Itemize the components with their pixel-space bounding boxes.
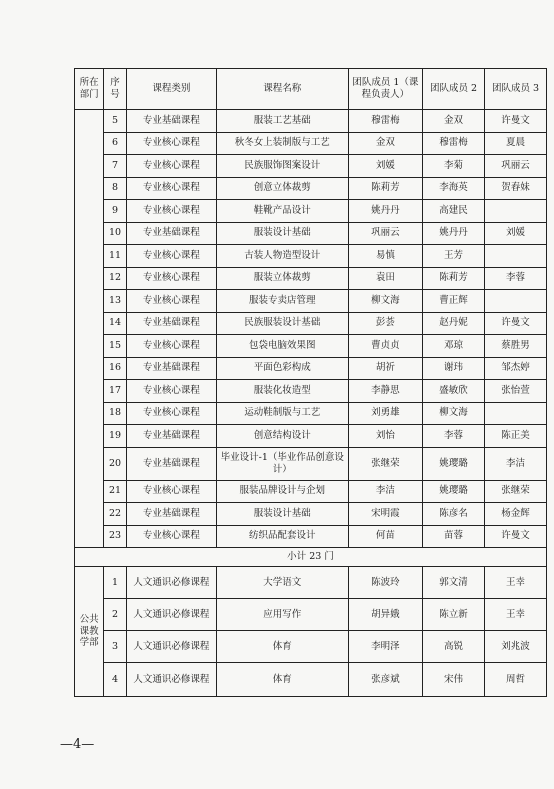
cell-member3: 许曼文 [485,525,547,548]
table-row [75,402,547,425]
table-row [75,503,547,526]
cell-member1: 陈莉芳 [348,177,422,200]
cell-category: 专业核心课程 [126,245,216,268]
cell-no: 2 [104,599,127,631]
cell-course: 民族服饰图案设计 [216,155,348,178]
header-no: 序号 [104,69,127,110]
cell-member1: 张继荣 [348,447,422,480]
cell-category: 专业核心课程 [126,200,216,223]
course-team-table [74,68,547,697]
cell-course: 包袋电脑效果图 [216,335,348,358]
cell-course: 民族服装设计基础 [216,312,348,335]
cell-no: 17 [104,380,127,403]
cell-category: 专业基础课程 [126,222,216,245]
cell-course: 服装专卖店管理 [216,290,348,313]
cell-member1: 姚丹丹 [348,200,422,223]
header-dept: 所在部门 [75,69,104,110]
cell-no: 12 [104,267,127,290]
table-row [75,567,547,599]
cell-category: 专业基础课程 [126,312,216,335]
cell-member1: 刘怡 [348,425,422,448]
cell-member1: 刘媛 [348,155,422,178]
cell-m2: 陈立新 [423,599,485,631]
cell-no: 1 [104,567,127,599]
table-row [75,599,547,631]
cell-no: 6 [104,132,127,155]
cell-category: 专业核心课程 [126,155,216,178]
cell-member2: 柳文海 [423,402,485,425]
cell-dept-general: 公共课教学部 [75,567,104,697]
cell-no: 10 [104,222,127,245]
cell-member2: 姚丹丹 [423,222,485,245]
cell-member1: 穆雷梅 [348,110,422,133]
cell-category: 专业核心课程 [126,290,216,313]
table-row [75,631,547,663]
cell-member3 [485,245,547,268]
cell-no: 9 [104,200,127,223]
table-row [75,290,547,313]
cell-member2: 盛敏欣 [423,380,485,403]
cell-course: 服装工艺基础 [216,110,348,133]
cell-m3: 刘兆波 [485,631,547,663]
cell-m2: 高锐 [423,631,485,663]
cell-course: 体育 [216,663,348,697]
cell-member3: 巩丽云 [485,155,547,178]
table-row [75,663,547,697]
cell-no: 22 [104,503,127,526]
cell-no: 21 [104,480,127,503]
cell-category: 专业核心课程 [126,525,216,548]
general-courses-body [75,567,547,697]
cell-member3: 杨金辉 [485,503,547,526]
cell-category: 人文通识必修课程 [126,599,216,631]
cell-member2: 姚璎璐 [423,447,485,480]
cell-member1: 巩丽云 [348,222,422,245]
cell-dept [75,110,104,548]
table-row [75,177,547,200]
cell-category: 专业核心课程 [126,402,216,425]
subtotal-label: 小计 [287,551,307,563]
cell-no: 3 [104,631,127,663]
cell-course: 应用写作 [216,599,348,631]
table-row [75,245,547,268]
cell-member2: 穆雷梅 [423,132,485,155]
table-row [75,380,547,403]
cell-category: 专业基础课程 [126,425,216,448]
table-row [75,480,547,503]
cell-member1: 刘勇雄 [348,402,422,425]
cell-member3: 张怡萱 [485,380,547,403]
header-member2: 团队成员 2 [423,69,485,110]
cell-course: 鞋靴产品设计 [216,200,348,223]
table-row [75,447,547,480]
cell-no: 5 [104,110,127,133]
cell-member2: 谢玮 [423,357,485,380]
cell-no: 4 [104,663,127,697]
cell-member2: 苗蓉 [423,525,485,548]
cell-member3: 李蓉 [485,267,547,290]
cell-member2: 王芳 [423,245,485,268]
cell-m2: 郭文清 [423,567,485,599]
cell-member1: 李洁 [348,480,422,503]
table-row [75,110,547,133]
cell-category: 专业基础课程 [126,357,216,380]
cell-category: 专业基础课程 [126,503,216,526]
cell-course: 创意结构设计 [216,425,348,448]
cell-member1: 曹贞贞 [348,335,422,358]
cell-member1: 李静思 [348,380,422,403]
table-row [75,132,547,155]
cell-course: 服装设计基础 [216,222,348,245]
cell-course: 服装化妆造型 [216,380,348,403]
cell-category: 人文通识必修课程 [126,567,216,599]
cell-course: 服装品牌设计与企划 [216,480,348,503]
cell-member1: 金双 [348,132,422,155]
table-row [75,267,547,290]
page-number: —4— [60,737,95,752]
cell-member1: 柳文海 [348,290,422,313]
header-course: 课程名称 [216,69,348,110]
table-row [75,335,547,358]
cell-member2: 金双 [423,110,485,133]
cell-course: 运动鞋制版与工艺 [216,402,348,425]
cell-member2: 李海英 [423,177,485,200]
cell-no: 15 [104,335,127,358]
cell-m1: 李明泽 [348,631,422,663]
cell-no: 23 [104,525,127,548]
cell-category: 专业基础课程 [126,447,216,480]
cell-m2: 宋伟 [423,663,485,697]
cell-member1: 彭荟 [348,312,422,335]
cell-no: 7 [104,155,127,178]
cell-m3: 王幸 [485,599,547,631]
cell-no: 16 [104,357,127,380]
cell-member3: 许曼文 [485,312,547,335]
cell-member3: 陈正美 [485,425,547,448]
header-member1: 团队成员 1（课程负责人） [348,69,422,110]
cell-course: 创意立体裁剪 [216,177,348,200]
cell-course: 毕业设计-1（毕业作品创意设计） [216,447,348,480]
cell-category: 专业核心课程 [126,335,216,358]
header-member3: 团队成员 3 [485,69,547,110]
cell-m1: 张彦斌 [348,663,422,697]
subtotal-row [75,548,547,567]
cell-member3: 张继荣 [485,480,547,503]
subtotal-cell [75,548,547,567]
cell-category: 人文通识必修课程 [126,663,216,697]
table-row [75,222,547,245]
table-row [75,155,547,178]
cell-no: 13 [104,290,127,313]
cell-m3: 周哲 [485,663,547,697]
cell-member2: 赵丹妮 [423,312,485,335]
cell-no: 8 [104,177,127,200]
table-row [75,200,547,223]
cell-member2: 李菊 [423,155,485,178]
cell-member3: 许曼文 [485,110,547,133]
cell-member2: 高建民 [423,200,485,223]
cell-member3: 夏晨 [485,132,547,155]
cell-m1: 胡异娥 [348,599,422,631]
cell-member2: 姚璎璐 [423,480,485,503]
cell-member3: 贺舂妹 [485,177,547,200]
cell-m3: 王幸 [485,567,547,599]
cell-no: 11 [104,245,127,268]
cell-course: 秋冬女上装制版与工艺 [216,132,348,155]
cell-category: 专业核心课程 [126,380,216,403]
cell-member2: 陈彦名 [423,503,485,526]
cell-member3 [485,290,547,313]
header-category: 课程类别 [126,69,216,110]
table-header-row [75,69,547,110]
cell-member3: 李洁 [485,447,547,480]
cell-member1: 袁田 [348,267,422,290]
cell-course: 古装人物造型设计 [216,245,348,268]
subtotal-count: 23 门 [309,551,334,563]
cell-member2: 陈莉芳 [423,267,485,290]
cell-member2: 邓琼 [423,335,485,358]
cell-member3: 刘媛 [485,222,547,245]
cell-no: 19 [104,425,127,448]
cell-member1: 胡祈 [348,357,422,380]
cell-course: 大学语文 [216,567,348,599]
cell-no: 20 [104,447,127,480]
table-row [75,357,547,380]
cell-member1: 易慎 [348,245,422,268]
table-row [75,525,547,548]
cell-member1: 宋明霞 [348,503,422,526]
cell-member1: 何苗 [348,525,422,548]
cell-category: 专业核心课程 [126,132,216,155]
cell-no: 18 [104,402,127,425]
cell-course: 平面色彩构成 [216,357,348,380]
cell-member3 [485,200,547,223]
cell-no: 14 [104,312,127,335]
cell-course: 纺织品配套设计 [216,525,348,548]
cell-m1: 陈波玲 [348,567,422,599]
cell-category: 专业基础课程 [126,110,216,133]
cell-member3 [485,402,547,425]
major-courses-body [75,110,547,548]
cell-category: 专业核心课程 [126,480,216,503]
cell-member3: 蔡胜男 [485,335,547,358]
cell-member2: 李蓉 [423,425,485,448]
cell-course: 体育 [216,631,348,663]
cell-member3: 邹杰婷 [485,357,547,380]
cell-category: 专业核心课程 [126,177,216,200]
cell-course: 服装立体裁剪 [216,267,348,290]
cell-category: 人文通识必修课程 [126,631,216,663]
cell-member2: 曹正辉 [423,290,485,313]
table-row [75,425,547,448]
table-row [75,312,547,335]
cell-category: 专业核心课程 [126,267,216,290]
cell-course: 服装设计基础 [216,503,348,526]
